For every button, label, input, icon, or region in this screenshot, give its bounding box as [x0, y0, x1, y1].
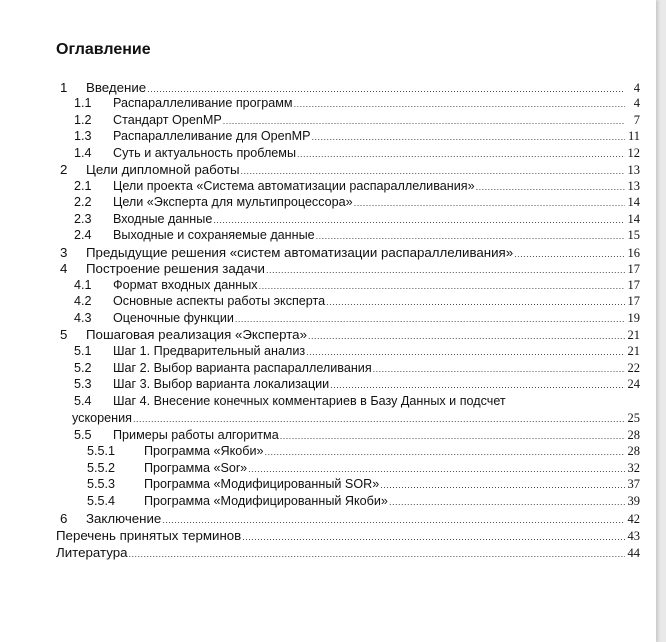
toc-entry[interactable]	[0, 211, 640, 228]
toc-entry[interactable]	[0, 79, 640, 96]
toc-entry[interactable]	[0, 510, 640, 527]
dot-leader	[380, 478, 625, 492]
toc-entry-number: 5.4	[74, 394, 92, 408]
toc-entry[interactable]	[0, 527, 640, 544]
toc-entry[interactable]	[0, 360, 640, 377]
toc-entry-title: Шаг 4. Внесение конечных комментариев в Базу Данных и подсчет	[113, 394, 506, 408]
toc-entry[interactable]	[0, 376, 640, 393]
toc-entry-page: 19	[627, 311, 640, 325]
dot-leader	[280, 429, 625, 443]
toc-entry-title: Оценочные функции	[113, 311, 234, 325]
toc-entry-title: Цели дипломной работы	[86, 162, 240, 177]
toc-entry[interactable]	[0, 427, 640, 444]
toc-entry-page: 37	[627, 477, 640, 491]
toc-entry-title: Шаг 2. Выбор варианта распараллеливания	[113, 361, 372, 375]
toc-entry[interactable]	[0, 476, 640, 493]
toc-entry-number: 5.3	[74, 377, 92, 391]
dot-leader	[514, 247, 625, 261]
toc-entry-title: Литература	[56, 545, 128, 560]
toc-entry[interactable]	[0, 178, 640, 195]
toc-entry-title: Шаг 1. Предварительный анализ	[113, 344, 306, 358]
toc-entry-number: 5.5	[74, 428, 92, 442]
toc-entry-title: Суть и актуальность проблемы	[113, 146, 297, 160]
toc-entry-number: 5.5.4	[87, 494, 116, 508]
toc-entry-page: 21	[627, 328, 640, 342]
toc-entry[interactable]	[0, 493, 640, 510]
toc-entry-title: Программа «Якоби»	[144, 444, 264, 458]
toc-entry-title: Перечень принятых терминов	[56, 528, 242, 543]
toc-entry-number: 1.3	[74, 129, 92, 143]
toc-entry-title: Стандарт OpenMP	[113, 113, 222, 127]
toc-entry-title: Выходные и сохраняемые данные	[113, 228, 315, 242]
toc-entry-title: Шаг 3. Выбор варианта локализации	[113, 377, 330, 391]
toc-entry[interactable]	[0, 145, 640, 162]
dot-leader	[308, 329, 625, 343]
toc-entry-title: Примеры работы алгоритма	[113, 428, 279, 442]
toc-entry-page: 12	[627, 146, 640, 160]
toc-entry-title: Программа «Модифицированный SOR»	[144, 477, 380, 491]
dot-leader	[213, 213, 625, 227]
toc-entry-title: Введение	[86, 80, 147, 95]
toc-entry-page: 7	[633, 113, 640, 127]
toc-entry-page: 24	[627, 377, 640, 391]
toc-entry-number: 5.5.1	[87, 444, 116, 458]
dot-leader	[162, 513, 625, 527]
toc-entry-number: 1.2	[74, 113, 92, 127]
toc-entry[interactable]	[0, 112, 640, 129]
toc-entry[interactable]	[0, 194, 640, 211]
toc-entry-page: 17	[627, 278, 640, 292]
toc-entry[interactable]	[0, 544, 640, 561]
dot-leader	[330, 378, 625, 392]
dot-leader	[297, 147, 625, 161]
toc-entry-page: 25	[627, 411, 640, 425]
toc-entry-page: 14	[627, 212, 640, 226]
dot-leader	[266, 263, 625, 277]
toc-entry[interactable]	[0, 161, 640, 178]
toc-entry-number: 5.5.2	[87, 461, 116, 475]
toc-entry-page: 4	[633, 96, 640, 110]
toc-entry[interactable]	[0, 460, 640, 477]
toc-entry-number: 2.2	[74, 195, 92, 209]
toc-entry-page: 14	[627, 195, 640, 209]
dot-leader	[241, 164, 625, 178]
toc-entry[interactable]	[0, 310, 640, 327]
toc-entry-number: 4.2	[74, 294, 92, 308]
dot-leader	[235, 312, 625, 326]
toc-entry-number: 3	[60, 245, 68, 260]
toc-entry-title: Основные аспекты работы эксперта	[113, 294, 326, 308]
toc-entry[interactable]	[0, 277, 640, 294]
dot-leader	[312, 130, 625, 144]
toc-entry-title: Заключение	[86, 511, 162, 526]
toc-entry-title: Распараллеливание для OpenMP	[113, 129, 311, 143]
toc-entry-title: Программа «Sor»	[144, 461, 248, 475]
dot-leader	[242, 530, 625, 544]
toc-entry-title: Входные данные	[113, 212, 213, 226]
toc-entry-number: 2.4	[74, 228, 92, 242]
toc-entry-page: 21	[627, 344, 640, 358]
toc-entry-title: Предыдущие решения «систем автоматизации распараллеливания»	[86, 245, 514, 260]
dot-leader	[476, 180, 625, 194]
toc-entry-page: 39	[627, 494, 640, 508]
dot-leader	[223, 114, 625, 128]
toc-entry-page: 42	[627, 512, 640, 526]
dot-leader	[389, 495, 625, 509]
toc-entry[interactable]	[0, 293, 640, 310]
dot-leader	[133, 412, 625, 426]
toc-entry-title: Пошаговая реализация «Эксперта»	[86, 327, 307, 342]
toc-entry-number: 5.5.3	[87, 477, 116, 491]
toc-entry-page: 22	[627, 361, 640, 375]
toc-entry-number: 2.1	[74, 179, 92, 193]
toc-entry-number: 4.1	[74, 278, 92, 292]
dot-leader	[265, 445, 626, 459]
toc-entry-title: Цели «Эксперта для мультипроцессора»	[113, 195, 353, 209]
toc-entry-number: 5.2	[74, 361, 92, 375]
toc-entry-page: 17	[627, 294, 640, 308]
dot-leader	[306, 345, 625, 359]
toc-entry-number: 5	[60, 327, 68, 342]
toc-entry-page: 43	[627, 529, 640, 543]
toc-entry-number: 1.1	[74, 96, 92, 110]
toc-entry[interactable]	[0, 326, 640, 343]
toc-entry-page: 13	[627, 179, 640, 193]
dot-leader	[294, 97, 625, 111]
toc-entry-page: 11	[627, 129, 640, 143]
toc-entry[interactable]	[0, 443, 640, 460]
toc-entry-title: Распараллеливание программ	[113, 96, 293, 110]
toc-title: Оглавление	[56, 41, 151, 58]
toc-entry-page: 16	[627, 246, 640, 260]
toc-entry-page: 28	[627, 444, 640, 458]
toc-entry-title: Цели проекта «Система автоматизации распараллеливания»	[113, 179, 475, 193]
toc-entry-title: Формат входных данных	[113, 278, 258, 292]
dot-leader	[316, 229, 625, 243]
toc-entry-title: Построение решения задачи	[86, 261, 265, 276]
toc-entry-title-continued: ускорения	[72, 411, 132, 425]
dot-leader	[373, 362, 625, 376]
toc-entry[interactable]	[0, 343, 640, 360]
dot-leader	[259, 279, 625, 293]
toc-entry-number: 5.1	[74, 344, 92, 358]
dot-leader	[354, 196, 625, 210]
toc-entry-page: 15	[627, 228, 640, 242]
toc-entry[interactable]	[0, 260, 640, 277]
toc-entry[interactable]	[0, 227, 640, 244]
toc-entry-number: 1.4	[74, 146, 92, 160]
toc-entry-number: 4.3	[74, 311, 92, 325]
dot-leader	[129, 547, 625, 561]
toc-entry-number: 6	[60, 511, 68, 526]
dot-leader	[248, 462, 625, 476]
toc-entry-page: 44	[627, 546, 640, 560]
toc-entry[interactable]	[0, 95, 640, 112]
toc-entry-page: 28	[627, 428, 640, 442]
toc-entry-title: Программа «Модифицированный Якоби»	[144, 494, 388, 508]
toc-entry-number: 1	[60, 80, 68, 95]
toc-entry[interactable]	[0, 128, 640, 145]
toc-entry-number: 2.3	[74, 212, 92, 226]
toc-entry-page: 13	[627, 163, 640, 177]
toc-entry-number: 2	[60, 162, 68, 177]
toc-entry[interactable]	[0, 244, 640, 261]
toc-entry-page: 17	[627, 262, 640, 276]
dot-leader	[147, 82, 625, 96]
toc-entry-number: 4	[60, 261, 68, 276]
dot-leader	[326, 295, 625, 309]
toc-entry-page: 4	[633, 81, 640, 95]
toc-entry-page: 32	[627, 461, 640, 475]
toc-entry[interactable]	[0, 393, 640, 427]
